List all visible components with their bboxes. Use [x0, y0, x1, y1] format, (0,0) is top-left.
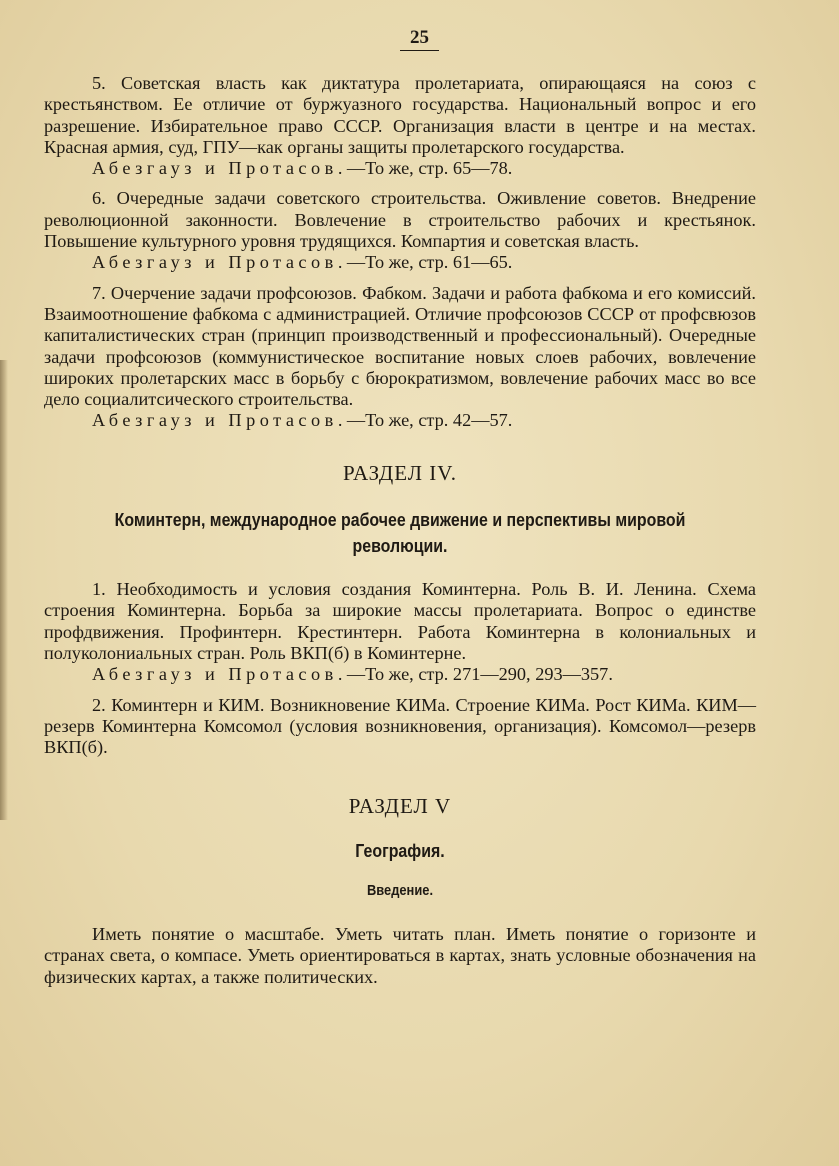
section-5-title: РАЗДЕЛ V — [348, 794, 452, 819]
reference-author: Абезгауз и Протасов. — [92, 664, 347, 685]
reference-pages: —То же, стр. 271—290, 293—357. — [346, 664, 613, 685]
reference-item-5 — [44, 158, 756, 179]
section-4-item-2: 2. Коминтерн и КИМ. Возникновение КИМа. Строение КИМа. Рост КИМа. КИМ—резерв Коминтерна Комсомол (условия возникновения, организация). Комсомол—резерв ВКП(б). — [44, 694, 756, 758]
reference-item-6 — [44, 252, 756, 273]
reference-pages: —То же, стр. 42—57. — [346, 410, 513, 431]
section-4-item-1: 1. Необходимость и условия создания Коминтерна. Роль В. И. Ленина. Схема строения Коминтерна. Борьба за широкие массы пролетариата. Вопрос о единстве профдвижения. Профинтерн. Крестинтерн. Работа Коминтерна в колониальных и полуколониальных стран. Роль ВКП(б) в Коминтерне. — [44, 579, 756, 663]
reference-pages: —То же, стр. 65—78. — [346, 158, 513, 179]
paragraph-item-7: 7. Очерчение задачи профсоюзов. Фабком. Задачи и работа фабкома и его комиссий. Взаимоотношение фабкома с администрацией. Отличие профсоюзов СССР от профсвюзов капиталистических стран (принцип производственный и профессиональный). Очередные задачи профсоюзов (коммунистическое воспитание новых слоев рабочих, вовлечение широких пролетарских масс в борьбу с бюрократизмом, вовлечение рабочих масс во все дело социалитсического строительства. — [44, 282, 756, 410]
paragraph-item-6: 6. Очередные задачи советского строительства. Оживление советов. Внедрение революционной законности. Вовлечение в строительство рабочих и крестьянок. Повышение культурного уровня трудящихся. Компартия и советская власть. — [44, 188, 756, 252]
reference-pages: —То же, стр. 61—65. — [346, 252, 513, 273]
paragraph-item-5: 5. Советская власть как диктатура пролетариата, опирающаяся на союз с крестьянством. Ее отличие от буржуазного государства. Национальный вопрос и его разрешение. Избирательное право СССР. Организация власти в центре и на местах. Красная армия, суд, ГПУ—как органы защиты пролетарского государства. — [44, 73, 756, 157]
section-5-intro: Иметь понятие о масштабе. Уметь читать план. Иметь понятие о горизонте и странах света, о компасе. Уметь ориентироваться в картах, знать условные обозначения на физических картах, а также политических. — [44, 924, 756, 987]
reference-item-7 — [44, 410, 756, 431]
page-body — [44, 73, 756, 988]
section-4-title: РАЗДЕЛ IV. — [343, 460, 457, 485]
section-5-subheading: Введение. — [366, 881, 434, 899]
page-number: 25 — [0, 27, 839, 51]
section-5-heading: География. — [355, 839, 445, 861]
reference-author: Абезгауз и Протасов. — [92, 410, 347, 431]
section-4-heading: Коминтерн, международное рабочее движение и перспективы мировой революции. — [114, 509, 686, 557]
reference-author: Абезгауз и Протасов. — [92, 252, 347, 273]
section-4-reference — [44, 664, 756, 685]
reference-author: Абезгауз и Протасов. — [92, 158, 347, 179]
page-binding-edge — [0, 360, 8, 820]
